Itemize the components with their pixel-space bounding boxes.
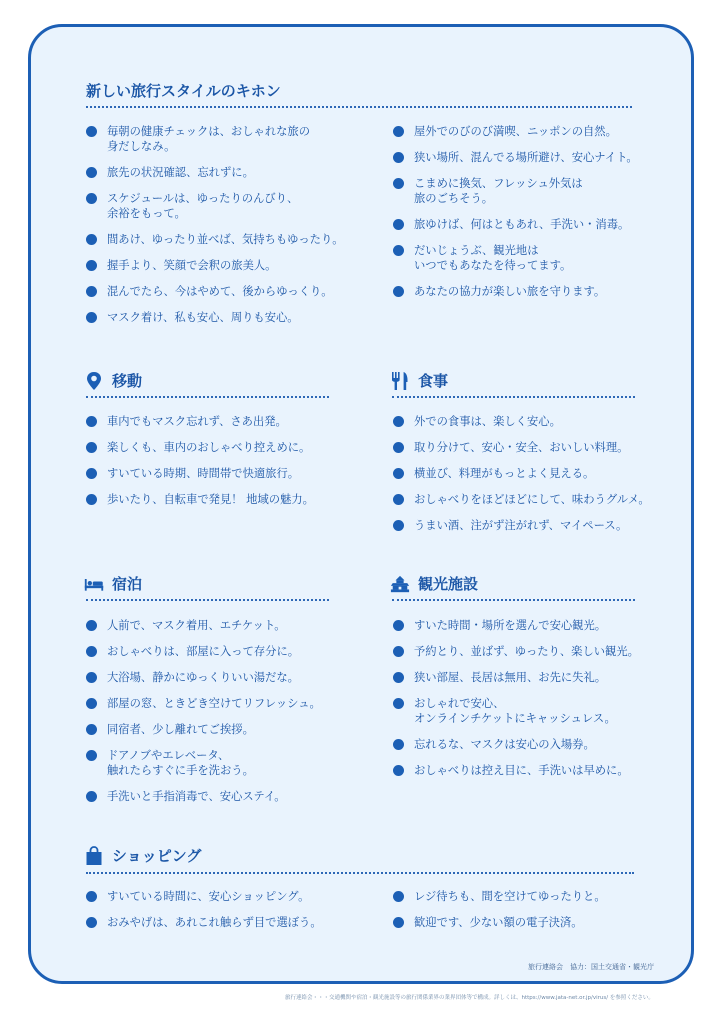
footer-credit: 旅行連絡会 協力：国土交通省・観光庁	[528, 963, 654, 971]
list-item	[393, 124, 653, 139]
list-item-text: 横並び、料理がもっとよく見える。	[414, 467, 595, 480]
bed-icon	[84, 574, 104, 594]
list-item	[86, 232, 376, 247]
list-item-text: スケジュールは、ゆったりのんびり、 余裕をもって。	[107, 192, 299, 220]
list-item	[86, 414, 366, 429]
list-item-text: 狭い部屋、長居は無用、お先に失礼。	[414, 671, 607, 684]
list-item	[393, 518, 663, 533]
list-item	[86, 258, 376, 273]
bullet-icon	[86, 698, 97, 709]
bullet-icon	[393, 672, 404, 683]
shukuhaku-heading	[84, 573, 142, 594]
list-item-text: 同宿者、少し離れてご挨拶。	[107, 723, 254, 736]
bullet-icon	[86, 917, 97, 928]
list-item-text: おしゃべりは、部屋に入って存分に。	[107, 645, 300, 658]
shopping-heading	[84, 845, 201, 866]
list-item	[86, 284, 376, 299]
list-item-text: 旅先の状況確認、忘れずに。	[107, 166, 254, 179]
list-item-text: うまい酒、注がず注がれず、マイペース。	[414, 519, 628, 532]
list-item-text: 予約とり、並ばず、ゆったり、楽しい観光。	[414, 645, 639, 658]
shopping-bag-icon	[84, 846, 104, 866]
shukuhaku-list	[86, 618, 376, 815]
bullet-icon	[393, 126, 404, 137]
kihon-right-list	[393, 124, 653, 310]
bullet-icon	[86, 750, 97, 761]
list-item	[393, 150, 653, 165]
list-item-text: 旅ゆけば、何はともあれ、手洗い・消毒。	[414, 218, 630, 231]
list-item-text: 大浴場、静かにゆっくりいい湯だな。	[107, 671, 299, 684]
list-item-text: 外での食事は、楽しく安心。	[414, 415, 561, 428]
list-item-text: 間あけ、ゆったり並べば、気持ちもゆったり。	[107, 233, 344, 246]
bullet-icon	[86, 286, 97, 297]
bullet-icon	[393, 739, 404, 750]
bullet-icon	[393, 219, 404, 230]
list-item	[393, 644, 663, 659]
list-item-text: おみやげは、あれこれ触らず目で選ぼう。	[107, 916, 322, 929]
bullet-icon	[393, 698, 404, 709]
kanko-divider	[392, 599, 635, 601]
kihon-left-list	[86, 124, 376, 336]
shokuji-heading	[390, 370, 448, 391]
list-item	[86, 644, 376, 659]
shukuhaku-divider	[86, 599, 329, 601]
list-item	[86, 310, 376, 325]
list-item-text: 楽しくも、車内のおしゃべり控えめに。	[107, 441, 311, 454]
idou-list	[86, 414, 366, 518]
list-item	[393, 889, 653, 904]
shopping-right-list	[393, 889, 653, 941]
list-item	[86, 722, 376, 737]
bullet-icon	[393, 245, 404, 256]
bullet-icon	[393, 917, 404, 928]
bullet-icon	[86, 791, 97, 802]
shukuhaku-title: 宿泊	[112, 575, 143, 593]
list-item	[86, 748, 376, 778]
list-item	[393, 440, 663, 455]
bullet-icon	[86, 442, 97, 453]
list-item	[86, 492, 366, 507]
bullet-icon	[393, 442, 404, 453]
list-item	[393, 737, 663, 752]
bullet-icon	[393, 178, 404, 189]
bullet-icon	[393, 416, 404, 427]
list-item	[393, 284, 653, 299]
bullet-icon	[393, 152, 404, 163]
kihon-title: 新しい旅行スタイルのキホン	[86, 82, 281, 100]
list-item	[393, 414, 663, 429]
list-item-text: 狭い場所、混んでる場所避け、安心ナイト。	[414, 151, 638, 164]
list-item-text: おしゃべりをほどほどにして、味わうグルメ。	[414, 493, 650, 506]
list-item	[86, 915, 376, 930]
bullet-icon	[393, 891, 404, 902]
list-item	[86, 165, 376, 180]
bullet-icon	[393, 468, 404, 479]
list-item	[393, 618, 663, 633]
list-item	[86, 124, 376, 154]
bullet-icon	[86, 234, 97, 245]
list-item-text: 混んでたら、今はやめて、後からゆっくり。	[107, 285, 333, 298]
list-item	[86, 789, 376, 804]
bullet-icon	[86, 167, 97, 178]
list-item-text: レジ待ちも、間を空けてゆったりと。	[414, 890, 606, 903]
bullet-icon	[86, 724, 97, 735]
idou-heading	[84, 370, 142, 391]
bullet-icon	[393, 765, 404, 776]
list-item	[86, 696, 376, 711]
shokuji-list	[393, 414, 663, 544]
list-item	[393, 763, 663, 778]
list-item-text: こまめに換気、フレッシュ外気は 旅のごちそう。	[414, 177, 583, 205]
list-item-text: すいている時期、時間帯で快適旅行。	[107, 467, 300, 480]
list-item-text: 人前で、マスク着用、エチケット。	[107, 619, 286, 632]
footer-note: 旅行連絡会・・・交通機関や宿泊・観光施設等の旅行関係業界の業界団体等で構成。詳しくは、https://www.jata-net.or.jp/virus/ を参照ください。	[285, 995, 654, 1001]
bullet-icon	[86, 468, 97, 479]
shopping-left-list	[86, 889, 376, 941]
bullet-icon	[86, 646, 97, 657]
kanko-title: 観光施設	[418, 575, 479, 593]
shopping-title: ショッピング	[112, 847, 202, 865]
kihon-divider	[86, 106, 632, 108]
list-item-text: ドアノブやエレベータ、 触れたらすぐに手を洗おう。	[107, 749, 254, 777]
bullet-icon	[86, 193, 97, 204]
list-item-text: 手洗いと手指消毒で、安心ステイ。	[107, 790, 286, 803]
list-item-text: 屋外でのびのび満喫、ニッポンの自然。	[414, 125, 617, 138]
list-item-text: 毎朝の健康チェックは、おしゃれな旅の 身だしなみ。	[107, 125, 311, 153]
kanko-list	[393, 618, 663, 789]
bullet-icon	[393, 646, 404, 657]
bullet-icon	[86, 891, 97, 902]
list-item	[393, 696, 663, 726]
list-item	[393, 670, 663, 685]
map-pin-icon	[84, 371, 104, 391]
list-item	[86, 191, 376, 221]
bullet-icon	[393, 620, 404, 631]
bullet-icon	[393, 494, 404, 505]
list-item-text: 車内でもマスク忘れず、さあ出発。	[107, 415, 287, 428]
list-item	[86, 618, 376, 633]
list-item	[393, 915, 653, 930]
bullet-icon	[86, 126, 97, 137]
list-item-text: すいている時間に、安心ショッピング。	[107, 890, 310, 903]
list-item	[86, 889, 376, 904]
list-item-text: 忘れるな、マスクは安心の入場券。	[414, 738, 595, 751]
list-item-text: 部屋の窓、ときどき空けてリフレッシュ。	[107, 697, 321, 710]
list-item	[86, 440, 366, 455]
bullet-icon	[86, 416, 97, 427]
list-item-text: おしゃれで安心、 オンラインチケットにキャッシュレス。	[414, 697, 616, 725]
list-item	[393, 466, 663, 481]
list-item-text: 歩いたり、自転車で発見！ 地域の魅力。	[107, 493, 314, 506]
list-item	[393, 217, 653, 232]
list-item-text: すいた時間・場所を選んで安心観光。	[414, 619, 607, 632]
list-item-text: 歓迎です、少ない額の電子決済。	[414, 916, 583, 929]
fork-knife-icon	[390, 371, 410, 391]
list-item-text: 握手より、笑顔で会釈の旅美人。	[107, 259, 277, 272]
shopping-divider	[86, 872, 634, 874]
bullet-icon	[86, 672, 97, 683]
idou-divider	[86, 396, 329, 398]
list-item	[393, 243, 653, 273]
list-item-text: マスク着け、私も安心、周りも安心。	[107, 311, 299, 324]
list-item-text: おしゃべりは控え目に、手洗いは早めに。	[414, 764, 629, 777]
kihon-heading	[86, 80, 281, 101]
idou-title: 移動	[112, 372, 143, 390]
bullet-icon	[86, 620, 97, 631]
list-item	[393, 492, 663, 507]
bullet-icon	[86, 312, 97, 323]
list-item-text: あなたの協力が楽しい旅を守ります。	[414, 285, 606, 298]
castle-icon	[390, 574, 410, 594]
bullet-icon	[393, 520, 404, 531]
bullet-icon	[86, 260, 97, 271]
list-item-text: だいじょうぶ、観光地は いつでもあなたを待ってます。	[414, 244, 572, 272]
shokuji-divider	[392, 396, 635, 398]
bullet-icon	[86, 494, 97, 505]
kanko-heading	[390, 573, 478, 594]
list-item	[86, 670, 376, 685]
bullet-icon	[393, 286, 404, 297]
list-item-text: 取り分けて、安心・安全、おいしい料理。	[414, 441, 629, 454]
list-item	[393, 176, 653, 206]
shokuji-title: 食事	[418, 372, 449, 390]
list-item	[86, 466, 366, 481]
